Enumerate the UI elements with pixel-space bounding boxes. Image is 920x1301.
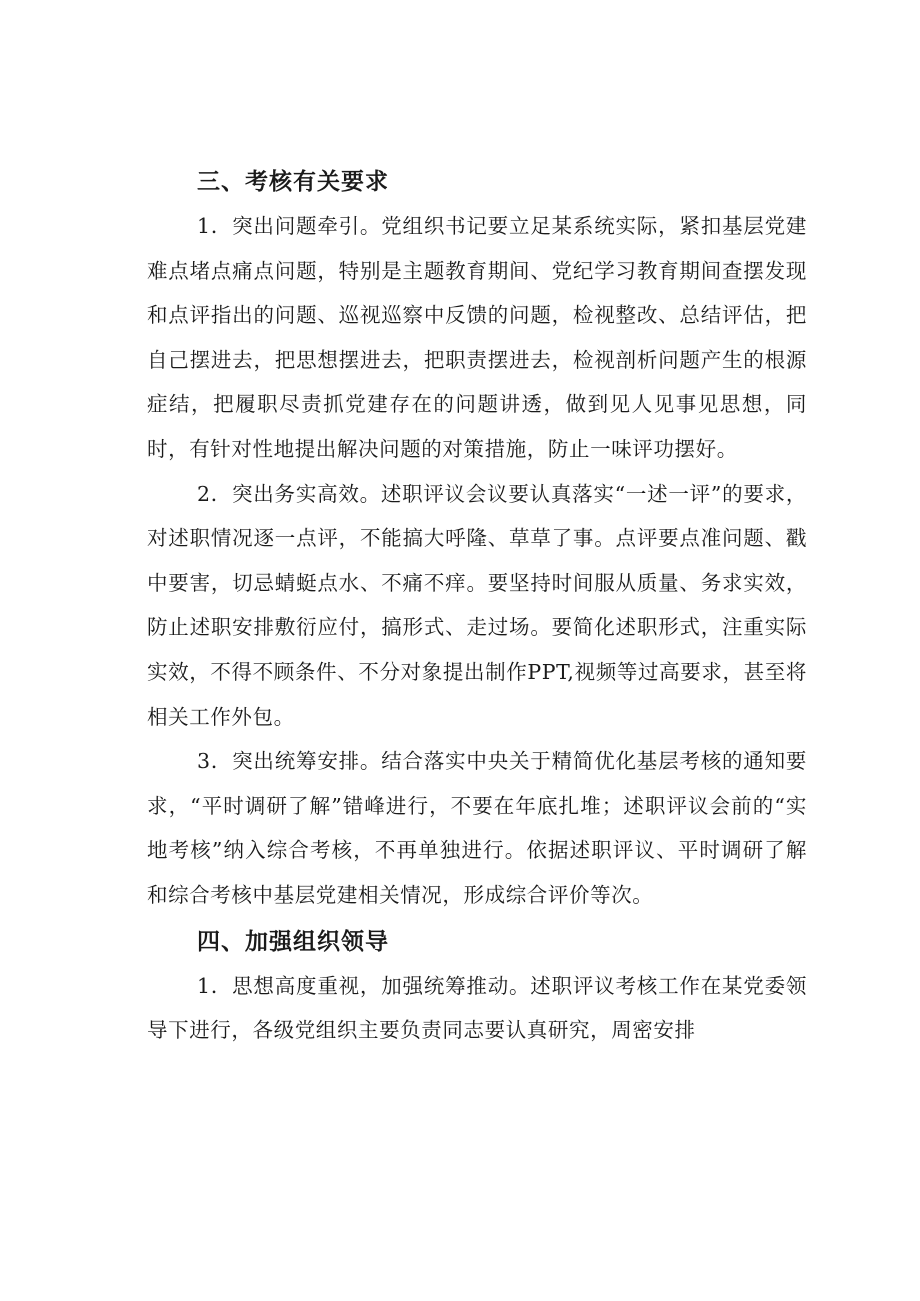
paragraph-practical-efficiency: 2．突出务实高效。述职评议会议要认真落实“一述一评”的要求，对述职情况逐一点评，不能搞大呼隆、草草了事。点评要点准问题、戳中要害，切忌蜻蜓点水、不痛不痒。要坚持时间服从质量、务求实效，防止述职安排敷衍应付，搞形式、走过场。要简化述职形式，注重实际实效，不得不顾条件、不分对象提出制作PPT,视频等过高要求，甚至将相关工作外包。 [147,481,807,729]
paragraph-problem-orientation: 1．突出问题牵引。党组织书记要立足某系统实际，紧扣基层党建难点堵点痛点问题，特别是主题教育期间、党纪学习教育期间查摆发现和点评指出的问题、巡视巡察中反馈的问题，检视整改、总结评估，把自己摆进去，把思想摆进去，把职责摆进去，检视剖析问题产生的根源症结，把履职尽责抓党建存在的问题讲透，做到见人见事见思想，同时，有针对性地提出解决问题的对策措施，防止一味评功摆好。 [147,214,807,461]
document-body [147,160,807,1053]
section-heading-leadership: 四、加强组织领导 [197,928,389,955]
paragraph-attach-importance: 1．思想高度重视，加强统筹推动。述职评议考核工作在某党委领导下进行，各级党组织主要负责同志要认真研究，周密安排 [147,973,807,1043]
section-heading-requirements: 三、考核有关要求 [197,169,389,195]
paragraph-overall-planning: 3．突出统筹安排。结合落实中央关于精简优化基层考核的通知要求，“平时调研了解”错峰进行，不要在年底扎堆；述职评议会前的“实地考核”纳入综合考核，不再单独进行。依据述职评议、平时调研了解和综合考核中基层党建相关情况，形成综合评价等次。 [147,749,807,907]
